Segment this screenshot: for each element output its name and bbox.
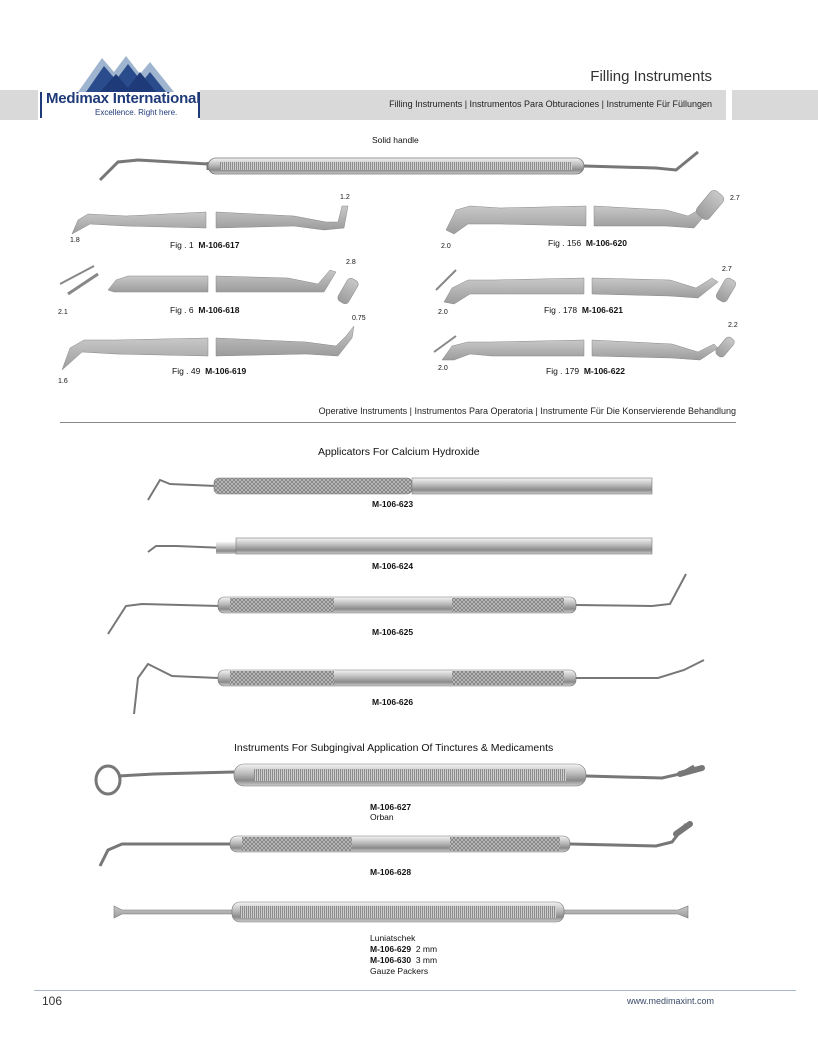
fig-156-instrument (440, 190, 740, 244)
fig-156-dim-right: 2.7 (730, 195, 740, 202)
website-link[interactable]: www.medimaxint.com (626, 996, 714, 1006)
luniatschek-row-629: M-106-629 2 mm (370, 944, 438, 954)
logo-divider (40, 92, 42, 118)
fig-179-dim-right: 2.2 (728, 322, 738, 329)
fig-178-dim-right: 2.7 (722, 266, 732, 273)
fig-1-label: Fig . 1 M-106-617 (170, 240, 240, 250)
brand-name: Medimax International (46, 90, 201, 107)
luniatschek-instrument (112, 898, 690, 926)
section-title: Filling Instruments (590, 68, 712, 85)
applicator-626-code: M-106-626 (372, 697, 414, 707)
applicator-626-instrument (128, 654, 720, 720)
footer-divider (34, 990, 796, 991)
brand-tagline: Excellence. Right here. (95, 108, 178, 117)
solid-handle-instrument (96, 148, 706, 186)
fig-6-label: Fig . 6 M-106-618 (170, 305, 240, 315)
medimax-logo (78, 52, 174, 92)
fig-6-dim-right: 2.8 (346, 259, 356, 266)
fig-178-dim-left: 2.0 (438, 309, 448, 316)
fig-49-dim-right: 0.75 (352, 315, 366, 322)
fig-179-label: Fig . 179 M-106-622 (546, 366, 625, 376)
section-subtitle: Filling Instruments | Instrumentos Para Obturaciones | Instrumente Für Füllungen (389, 99, 712, 109)
instrument-628-code: M-106-628 (370, 867, 412, 877)
fig-156-dim-left: 2.0 (441, 243, 451, 250)
orban-627-code: M-106-627 (370, 802, 412, 812)
operative-divider (60, 422, 736, 423)
applicator-624-instrument (146, 532, 658, 562)
operative-title: Operative Instruments | Instrumentos Para Operatoria | Instrumente Für Die Konservierende Behandlung (318, 406, 736, 416)
fig-1-instrument (66, 200, 356, 238)
fig-49-instrument (56, 322, 366, 372)
fig-156-label: Fig . 156 M-106-620 (548, 238, 627, 248)
fig-179-dim-left: 2.0 (438, 365, 448, 372)
fig-1-dim-left: 1.8 (70, 237, 80, 244)
applicators-heading: Applicators For Calcium Hydroxide (318, 446, 480, 458)
fig-49-dim-left: 1.6 (58, 378, 68, 385)
subgingival-heading: Instruments For Subgingival Application Of Tinctures & Medicaments (234, 742, 554, 754)
fig-179-instrument (432, 326, 742, 370)
applicator-624-code: M-106-624 (372, 561, 414, 571)
fig-6-dim-left: 2.1 (58, 309, 68, 316)
luniatschek-name: Luniatschek (370, 933, 416, 943)
header-divider (726, 90, 732, 120)
page-number: 106 (42, 994, 63, 1008)
solid-handle-label: Solid handle (372, 135, 419, 145)
luniatschek-row-630: M-106-630 3 mm (370, 955, 438, 965)
applicator-623-code: M-106-623 (372, 499, 414, 509)
luniatschek-note: Gauze Packers (370, 966, 429, 976)
fig-178-label: Fig . 178 M-106-621 (544, 305, 623, 315)
orban-627-instrument (94, 758, 708, 802)
fig-49-label: Fig . 49 M-106-619 (172, 366, 247, 376)
instrument-628 (96, 820, 696, 870)
orban-627-name: Orban (370, 812, 394, 822)
applicator-625-code: M-106-625 (372, 627, 414, 637)
fig-1-dim-right: 1.2 (340, 194, 350, 201)
